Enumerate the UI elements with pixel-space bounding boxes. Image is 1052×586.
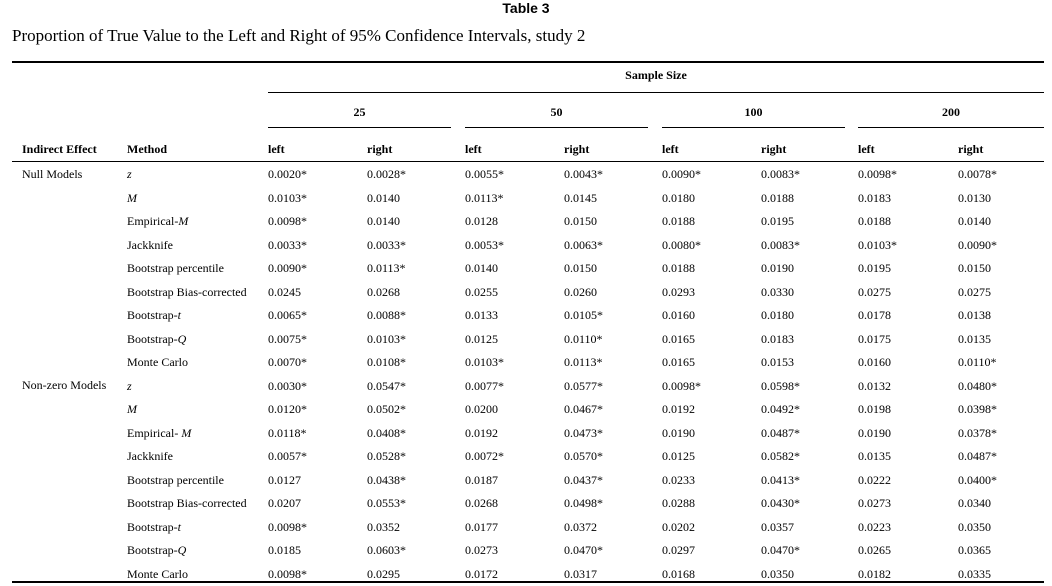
col-header-left-50: left: [465, 142, 482, 156]
value-cell: 0.0180: [761, 308, 794, 322]
value-cell: 0.0378*: [958, 426, 997, 440]
value-cell: 0.0125: [465, 332, 498, 346]
value-cell: 0.0288: [662, 496, 695, 510]
value-cell: 0.0293: [662, 285, 695, 299]
value-cell: 0.0098*: [858, 167, 897, 181]
value-cell: 0.0413*: [761, 473, 800, 487]
size-rule-50: [465, 127, 648, 128]
value-cell: 0.0103*: [465, 355, 504, 369]
value-cell: 0.0055*: [465, 167, 504, 181]
value-cell: 0.0127: [268, 473, 301, 487]
value-cell: 0.0098*: [268, 214, 307, 228]
value-cell: 0.0295: [367, 567, 400, 581]
value-cell: 0.0083*: [761, 167, 800, 181]
header-method: Method: [127, 142, 167, 156]
value-cell: 0.0528*: [367, 449, 406, 463]
value-cell: 0.0057*: [268, 449, 307, 463]
value-cell: 0.0245: [268, 285, 301, 299]
value-cell: 0.0198: [858, 402, 891, 416]
value-cell: 0.0177: [465, 520, 498, 534]
value-cell: 0.0185: [268, 543, 301, 557]
value-cell: 0.0492*: [761, 402, 800, 416]
value-cell: 0.0065*: [268, 308, 307, 322]
value-cell: 0.0118*: [268, 426, 307, 440]
size-rule-200: [858, 127, 1044, 128]
value-cell: 0.0255: [465, 285, 498, 299]
method-cell: Bootstrap Bias-corrected: [127, 496, 247, 510]
value-cell: 0.0192: [465, 426, 498, 440]
value-cell: 0.0233: [662, 473, 695, 487]
value-cell: 0.0133: [465, 308, 498, 322]
value-cell: 0.0190: [858, 426, 891, 440]
value-cell: 0.0150: [958, 261, 991, 275]
value-cell: 0.0072*: [465, 449, 504, 463]
value-cell: 0.0150: [564, 214, 597, 228]
method-cell: z: [127, 379, 132, 393]
value-cell: 0.0487*: [761, 426, 800, 440]
value-cell: 0.0130: [958, 191, 991, 205]
value-cell: 0.0083*: [761, 238, 800, 252]
method-cell: Bootstrap-Q: [127, 543, 187, 557]
method-cell: Bootstrap Bias-corrected: [127, 285, 247, 299]
value-cell: 0.0195: [761, 214, 794, 228]
value-cell: 0.0470*: [761, 543, 800, 557]
col-header-left-200: left: [858, 142, 875, 156]
table-number: Table 3: [502, 0, 550, 16]
value-cell: 0.0195: [858, 261, 891, 275]
method-cell: M: [127, 402, 137, 416]
value-cell: 0.0275: [958, 285, 991, 299]
value-cell: 0.0098*: [268, 567, 307, 581]
value-cell: 0.0098*: [268, 520, 307, 534]
value-cell: 0.0135: [858, 449, 891, 463]
method-cell: Bootstrap-t: [127, 308, 182, 322]
value-cell: 0.0150: [564, 261, 597, 275]
value-cell: 0.0188: [858, 214, 891, 228]
value-cell: 0.0437*: [564, 473, 603, 487]
value-cell: 0.0202: [662, 520, 695, 534]
value-cell: 0.0547*: [367, 379, 406, 393]
value-cell: 0.0140: [367, 191, 400, 205]
value-cell: 0.0135: [958, 332, 991, 346]
top-rule: [12, 61, 1044, 63]
value-cell: 0.0330: [761, 285, 794, 299]
value-cell: 0.0188: [761, 191, 794, 205]
value-cell: 0.0273: [465, 543, 498, 557]
value-cell: 0.0265: [858, 543, 891, 557]
value-cell: 0.0430*: [761, 496, 800, 510]
col-header-left-100: left: [662, 142, 679, 156]
value-cell: 0.0408*: [367, 426, 406, 440]
value-cell: 0.0398*: [958, 402, 997, 416]
method-cell: Bootstrap percentile: [127, 473, 224, 487]
value-cell: 0.0275: [858, 285, 891, 299]
value-cell: 0.0183: [761, 332, 794, 346]
col-header-right-25: right: [367, 142, 393, 156]
value-cell: 0.0145: [564, 191, 597, 205]
value-cell: 0.0080*: [662, 238, 701, 252]
method-cell: Monte Carlo: [127, 567, 188, 581]
value-cell: 0.0470*: [564, 543, 603, 557]
group-label-null: Null Models: [22, 167, 83, 181]
value-cell: 0.0340: [958, 496, 991, 510]
value-cell: 0.0113*: [367, 261, 406, 275]
value-cell: 0.0030*: [268, 379, 307, 393]
value-cell: 0.0582*: [761, 449, 800, 463]
value-cell: 0.0473*: [564, 426, 603, 440]
method-cell: Bootstrap-t: [127, 520, 182, 534]
value-cell: 0.0110*: [958, 355, 997, 369]
value-cell: 0.0598*: [761, 379, 800, 393]
method-cell: Empirical- M: [127, 426, 192, 440]
value-cell: 0.0160: [858, 355, 891, 369]
value-cell: 0.0165: [662, 332, 695, 346]
value-cell: 0.0077*: [465, 379, 504, 393]
value-cell: 0.0188: [662, 214, 695, 228]
value-cell: 0.0223: [858, 520, 891, 534]
value-cell: 0.0140: [465, 261, 498, 275]
value-cell: 0.0577*: [564, 379, 603, 393]
value-cell: 0.0190: [761, 261, 794, 275]
size-header-25: 25: [353, 105, 366, 119]
value-cell: 0.0268: [367, 285, 400, 299]
value-cell: 0.0357: [761, 520, 794, 534]
value-cell: 0.0180: [662, 191, 695, 205]
value-cell: 0.0090*: [662, 167, 701, 181]
header-rule: [12, 161, 1044, 162]
value-cell: 0.0113*: [564, 355, 603, 369]
value-cell: 0.0190: [662, 426, 695, 440]
col-header-right-200: right: [958, 142, 984, 156]
value-cell: 0.0090*: [958, 238, 997, 252]
group-label-nonzero: Non-zero Models: [22, 378, 107, 392]
value-cell: 0.0070*: [268, 355, 307, 369]
value-cell: 0.0160: [662, 308, 695, 322]
value-cell: 0.0140: [367, 214, 400, 228]
value-cell: 0.0165: [662, 355, 695, 369]
value-cell: 0.0138: [958, 308, 991, 322]
value-cell: 0.0053*: [465, 238, 504, 252]
value-cell: 0.0175: [858, 332, 891, 346]
value-cell: 0.0188: [662, 261, 695, 275]
size-header-200: 200: [942, 105, 960, 119]
value-cell: 0.0553*: [367, 496, 406, 510]
sample-size-spanner: Sample Size: [625, 68, 687, 82]
value-cell: 0.0178: [858, 308, 891, 322]
method-cell: Jackknife: [127, 238, 173, 252]
value-cell: 0.0063*: [564, 238, 603, 252]
value-cell: 0.0110*: [564, 332, 603, 346]
value-cell: 0.0207: [268, 496, 301, 510]
value-cell: 0.0335: [958, 567, 991, 581]
value-cell: 0.0103*: [858, 238, 897, 252]
value-cell: 0.0498*: [564, 496, 603, 510]
value-cell: 0.0132: [858, 379, 891, 393]
size-rule-100: [662, 127, 845, 128]
value-cell: 0.0103*: [268, 191, 307, 205]
col-header-right-100: right: [761, 142, 787, 156]
value-cell: 0.0222: [858, 473, 891, 487]
value-cell: 0.0438*: [367, 473, 406, 487]
value-cell: 0.0168: [662, 567, 695, 581]
value-cell: 0.0028*: [367, 167, 406, 181]
value-cell: 0.0570*: [564, 449, 603, 463]
value-cell: 0.0297: [662, 543, 695, 557]
table-caption: Proportion of True Value to the Left and Right of 95% Confidence Intervals, study 2: [12, 26, 586, 45]
value-cell: 0.0352: [367, 520, 400, 534]
value-cell: 0.0105*: [564, 308, 603, 322]
value-cell: 0.0400*: [958, 473, 997, 487]
value-cell: 0.0125: [662, 449, 695, 463]
value-cell: 0.0113*: [465, 191, 504, 205]
value-cell: 0.0088*: [367, 308, 406, 322]
value-cell: 0.0192: [662, 402, 695, 416]
value-cell: 0.0372: [564, 520, 597, 534]
method-cell: Jackknife: [127, 449, 173, 463]
value-cell: 0.0140: [958, 214, 991, 228]
value-cell: 0.0078*: [958, 167, 997, 181]
value-cell: 0.0090*: [268, 261, 307, 275]
header-indirect-effect: Indirect Effect: [22, 142, 97, 156]
value-cell: 0.0260: [564, 285, 597, 299]
value-cell: 0.0200: [465, 402, 498, 416]
value-cell: 0.0108*: [367, 355, 406, 369]
value-cell: 0.0187: [465, 473, 498, 487]
value-cell: 0.0350: [958, 520, 991, 534]
size-header-50: 50: [550, 105, 563, 119]
value-cell: 0.0467*: [564, 402, 603, 416]
value-cell: 0.0487*: [958, 449, 997, 463]
method-cell: Bootstrap percentile: [127, 261, 224, 275]
value-cell: 0.0317: [564, 567, 597, 581]
col-header-right-50: right: [564, 142, 590, 156]
value-cell: 0.0502*: [367, 402, 406, 416]
value-cell: 0.0268: [465, 496, 498, 510]
spanner-rule: [268, 92, 1044, 93]
value-cell: 0.0128: [465, 214, 498, 228]
value-cell: 0.0182: [858, 567, 891, 581]
value-cell: 0.0153: [761, 355, 794, 369]
value-cell: 0.0172: [465, 567, 498, 581]
value-cell: 0.0365: [958, 543, 991, 557]
col-header-left-25: left: [268, 142, 285, 156]
method-cell: Empirical-M: [127, 214, 189, 228]
method-cell: z: [127, 167, 132, 181]
value-cell: 0.0033*: [268, 238, 307, 252]
bottom-rule: [12, 581, 1044, 583]
size-header-100: 100: [744, 105, 763, 119]
size-rule-25: [268, 127, 451, 128]
value-cell: 0.0273: [858, 496, 891, 510]
value-cell: 0.0103*: [367, 332, 406, 346]
value-cell: 0.0480*: [958, 379, 997, 393]
value-cell: 0.0020*: [268, 167, 307, 181]
value-cell: 0.0603*: [367, 543, 406, 557]
value-cell: 0.0120*: [268, 402, 307, 416]
method-cell: Monte Carlo: [127, 355, 188, 369]
method-cell: M: [127, 191, 137, 205]
value-cell: 0.0350: [761, 567, 794, 581]
value-cell: 0.0075*: [268, 332, 307, 346]
method-cell: Bootstrap-Q: [127, 332, 187, 346]
value-cell: 0.0183: [858, 191, 891, 205]
value-cell: 0.0043*: [564, 167, 603, 181]
value-cell: 0.0098*: [662, 379, 701, 393]
value-cell: 0.0033*: [367, 238, 406, 252]
